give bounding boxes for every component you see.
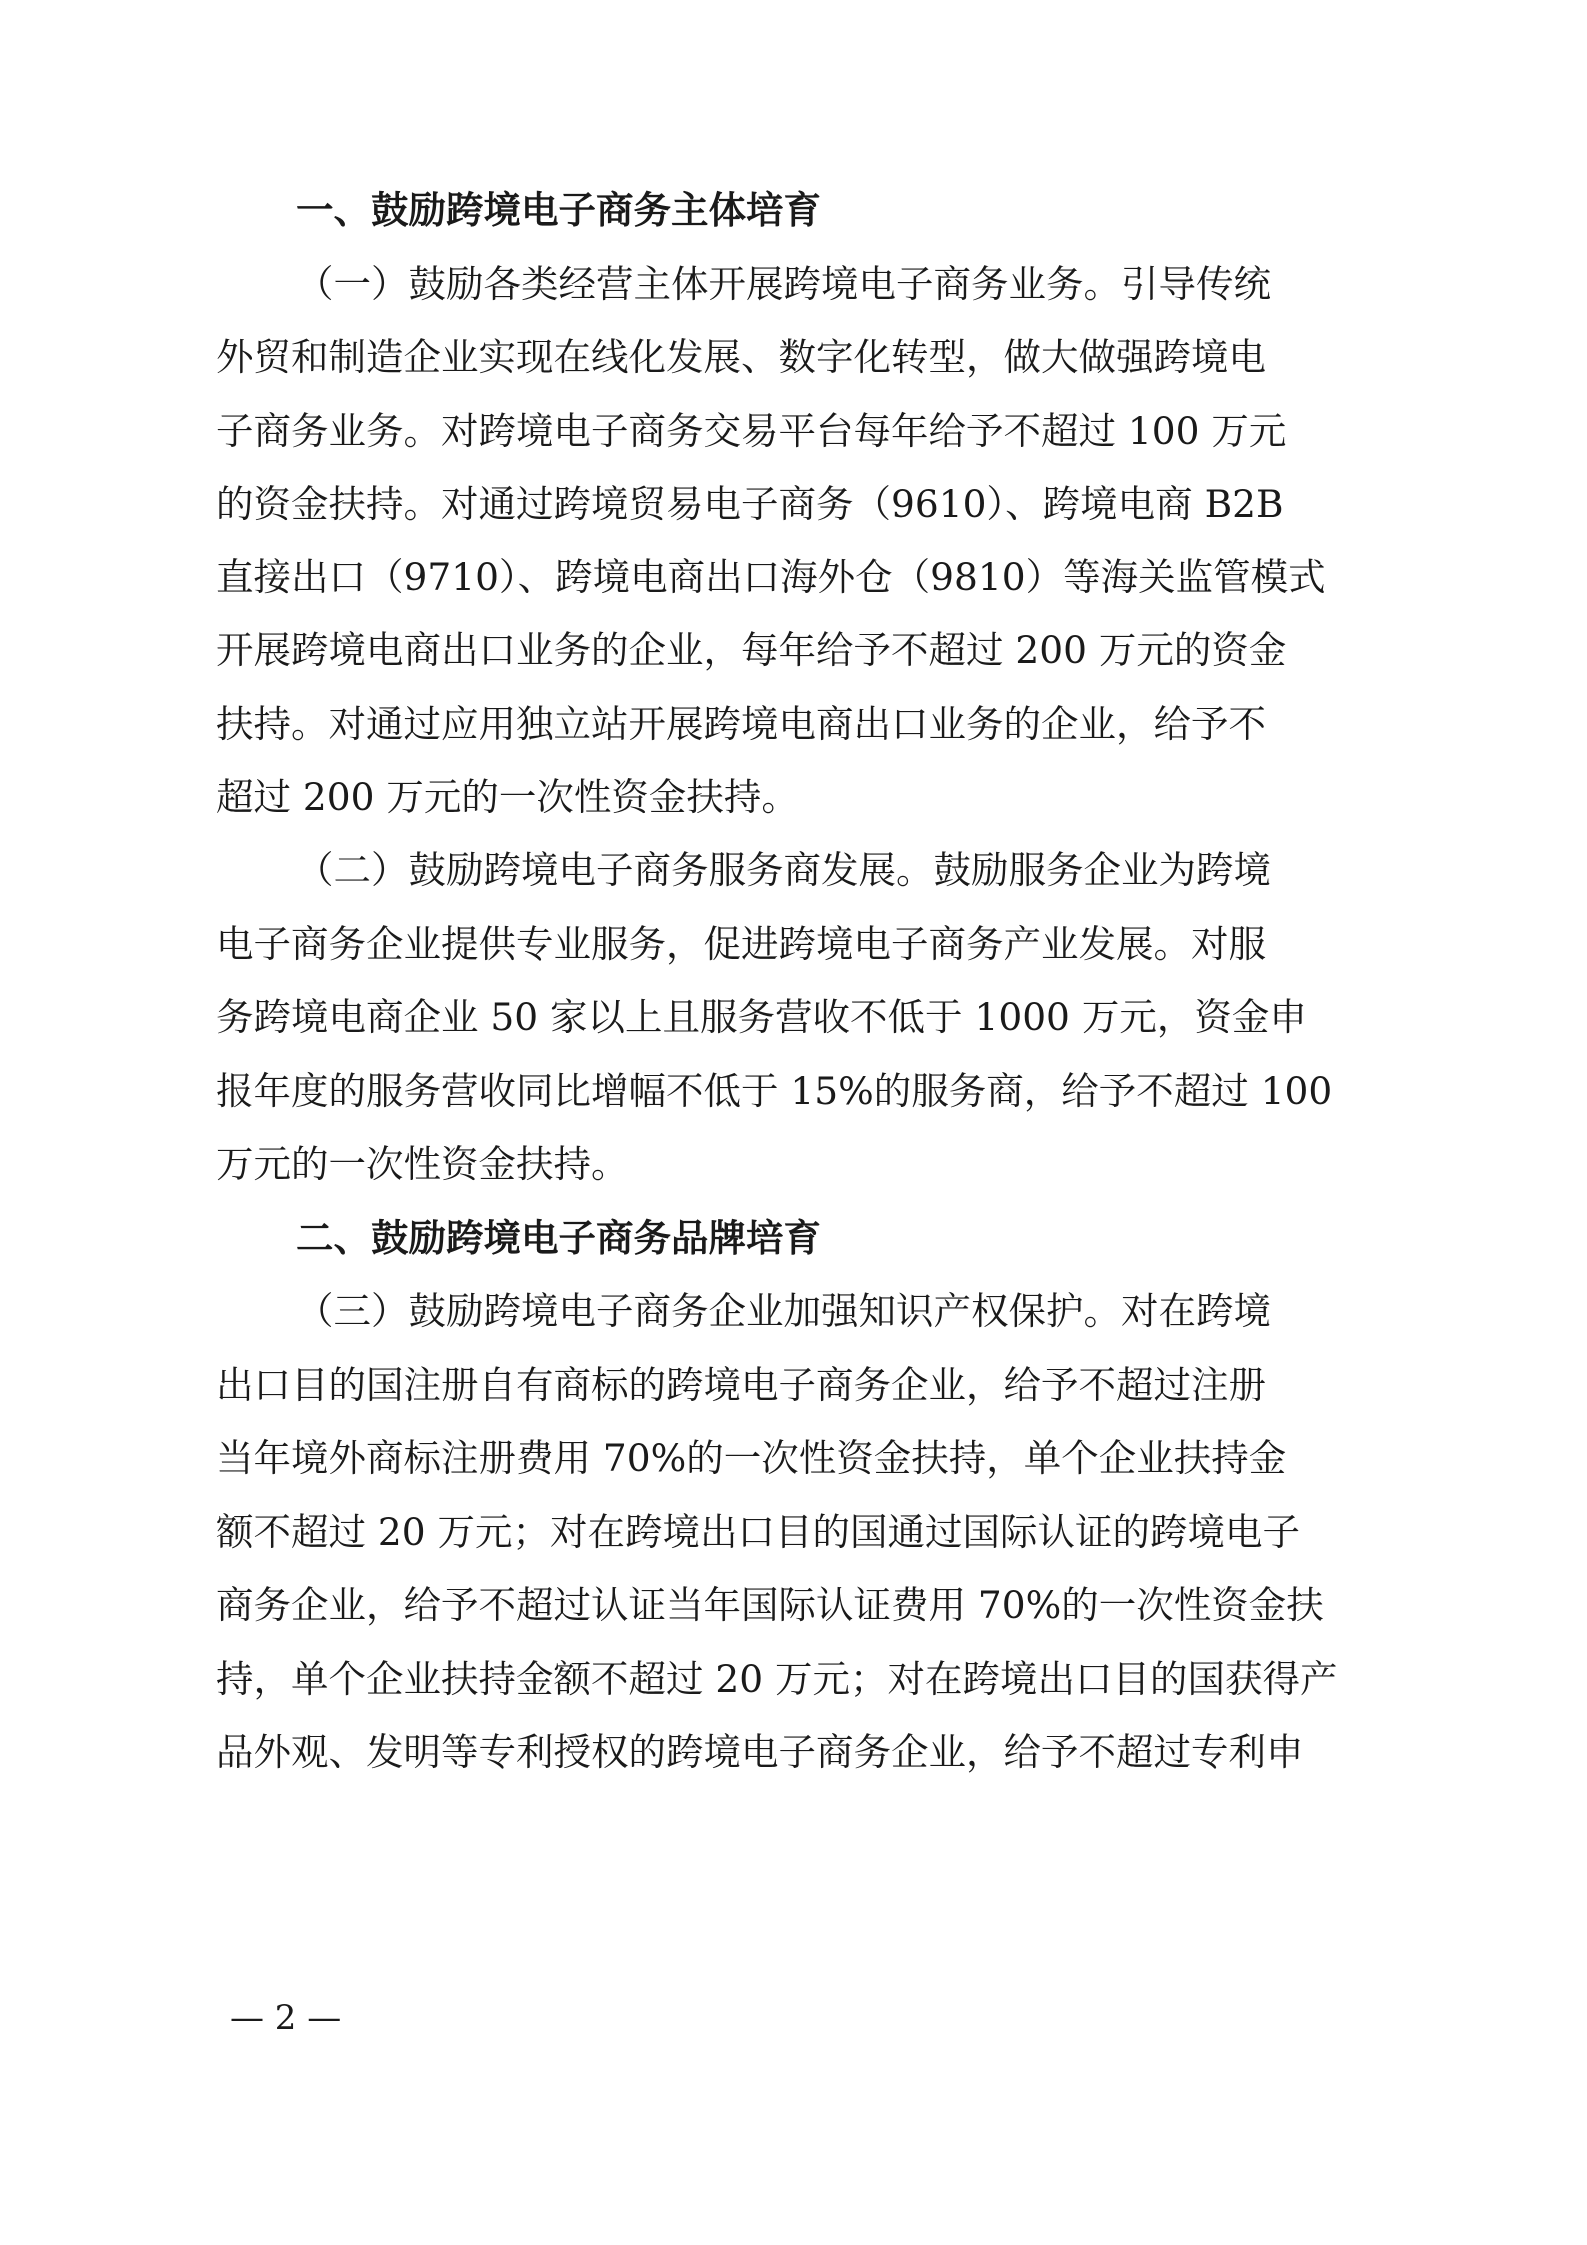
paragraph-line: 万元的一次性资金扶持。 <box>216 1142 629 1186</box>
paragraph-line: 额不超过 20 万元；对在跨境出口目的国通过国际认证的跨境电子 <box>216 1510 1301 1554</box>
paragraph-line: 开展跨境电商出口业务的企业，每年给予不超过 200 万元的资金 <box>216 628 1287 672</box>
page-number: — 2 — <box>230 1998 342 2038</box>
paragraph-line: 的资金扶持。对通过跨境贸易电子商务（9610）、跨境电商 B2B <box>216 482 1284 526</box>
section-heading: 二、鼓励跨境电子商务品牌培育 <box>296 1216 821 1260</box>
section-heading: 一、鼓励跨境电子商务主体培育 <box>296 188 821 232</box>
paragraph-line: （二）鼓励跨境电子商务服务商发展。鼓励服务企业为跨境 <box>296 848 1271 892</box>
paragraph-line: 商务企业，给予不超过认证当年国际认证费用 70%的一次性资金扶 <box>216 1583 1324 1627</box>
paragraph-line: 持，单个企业扶持金额不超过 20 万元；对在跨境出口目的国获得产 <box>216 1657 1338 1701</box>
paragraph-line: （一）鼓励各类经营主体开展跨境电子商务业务。引导传统 <box>296 262 1271 306</box>
paragraph-line: 电子商务企业提供专业服务，促进跨境电子商务产业发展。对服 <box>216 922 1266 966</box>
paragraph-line: 子商务业务。对跨境电子商务交易平台每年给予不超过 100 万元 <box>216 409 1287 453</box>
paragraph-line: 出口目的国注册自有商标的跨境电子商务企业，给予不超过注册 <box>216 1363 1266 1407</box>
paragraph-line: 扶持。对通过应用独立站开展跨境电商出口业务的企业，给予不 <box>216 702 1266 746</box>
paragraph-line: 直接出口（9710）、跨境电商出口海外仓（9810）等海关监管模式 <box>216 555 1326 599</box>
paragraph-line: （三）鼓励跨境电子商务企业加强知识产权保护。对在跨境 <box>296 1289 1271 1333</box>
paragraph-line: 超过 200 万元的一次性资金扶持。 <box>216 775 799 819</box>
paragraph-line: 外贸和制造企业实现在线化发展、数字化转型，做大做强跨境电 <box>216 335 1266 379</box>
paragraph-line: 当年境外商标注册费用 70%的一次性资金扶持，单个企业扶持金 <box>216 1436 1287 1480</box>
paragraph-line: 报年度的服务营收同比增幅不低于 15%的服务商，给予不超过 100 <box>216 1069 1333 1113</box>
paragraph-line: 品外观、发明等专利授权的跨境电子商务企业，给予不超过专利申 <box>216 1730 1304 1774</box>
paragraph-line: 务跨境电商企业 50 家以上且服务营收不低于 1000 万元，资金申 <box>216 995 1307 1039</box>
